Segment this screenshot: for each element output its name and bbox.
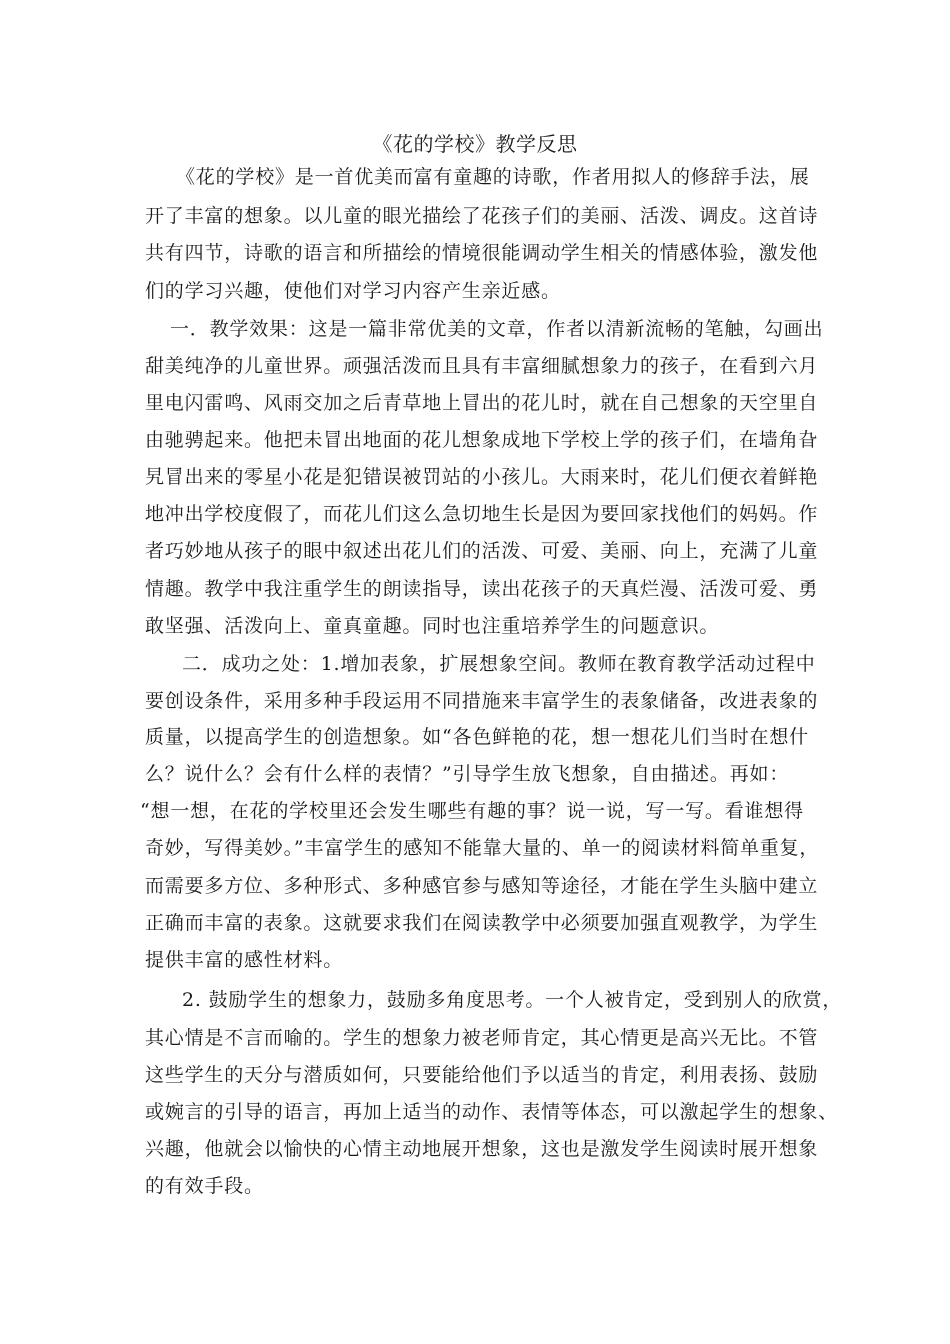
paragraph-line: 要创设条件，采用多种手段运用不同措施来丰富学生的表象储备，改进表象的 <box>145 690 819 712</box>
paragraph-line: 情趣。教学中我注重学生的朗读指导，读出花孩子的天真烂漫、活泼可爱、勇 <box>145 578 819 600</box>
paragraph-line: 正确而丰富的表象。这就要求我们在阅读教学中必须要加强直观教学，为学生 <box>145 912 819 934</box>
paragraph-line: 么？说什么？会有什么样的表情？”引导学生放飞想象，自由描述。再如： <box>145 763 790 785</box>
paragraph-line: 2. 鼓励学生的想象力，鼓励多角度思考。一个人被肯定，受到别人的欣赏， <box>182 989 843 1011</box>
paragraph-line: 其心情是不言而喻的。学生的想象力被老师肯定，其心情更是高兴无比。不管 <box>145 1027 819 1049</box>
paragraph-line: 开了丰富的想象。以儿童的眼光描绘了花孩子们的美丽、活泼、调皮。这首诗 <box>145 205 819 227</box>
paragraph-line: 或婉言的引导的语言，再加上适当的动作、表情等体态，可以激起学生的想象、 <box>145 1101 839 1123</box>
paragraph-line: 由驰骋起来。他把未冒出地面的花儿想象成地下学校上学的孩子们，在墙角旮 <box>145 429 819 451</box>
paragraph-line: 者巧妙地从孩子的眼中叙述出花儿们的活泼、可爱、美丽、向上，充满了儿童 <box>145 540 819 562</box>
paragraph-line: 甜美纯净的儿童世界。顽强活泼而且具有丰富细腻想象力的孩子，在看到六月 <box>145 355 819 377</box>
paragraph-line: 里电闪雷鸣、风雨交加之后青草地上冒出的花儿时，就在自己想象的天空里自 <box>145 392 819 414</box>
paragraph-line: 兴趣，他就会以愉快的心情主动地展开想象，这也是激发学生阅读时展开想象 <box>145 1138 819 1160</box>
paragraph-line: 二．成功之处：1.增加表象，扩展想象空间。教师在教育教学活动过程中 <box>182 653 816 675</box>
paragraph-line: 一．教学效果：这是一篇非常优美的文章，作者以清新流畅的笔触，勾画出 <box>170 318 824 340</box>
document-title: 《花的学校》教学反思 <box>372 132 578 156</box>
paragraph-line: “想一想，在花的学校里还会发生哪些有趣的事？说一说，写一写。看谁想得 <box>140 800 804 822</box>
paragraph-line: 地冲出学校度假了，而花儿们这么急切地生长是因为要回家找他们的妈妈。作 <box>145 503 819 525</box>
paragraph-line: 质量，以提高学生的创造想象。如“各色鲜艳的花，想一想花儿们当时在想什 <box>145 726 809 748</box>
paragraph-line: 提供丰富的感性材料。 <box>145 949 344 971</box>
paragraph-line: 这些学生的天分与潜质如何，只要能给他们予以适当的肯定，利用表扬、鼓励 <box>145 1064 819 1086</box>
paragraph-line: 敢坚强、活泼向上、童真童趣。同时也注重培养学生的问题意识。 <box>145 615 720 637</box>
paragraph-line: 旯冒出来的零星小花是犯错误被罚站的小孩儿。大雨来时，花儿们便衣着鲜艳 <box>145 466 819 488</box>
paragraph-line: 奇妙，写得美妙。”丰富学生的感知不能靠大量的、单一的阅读材料简单重复， <box>145 837 820 859</box>
paragraph-line: 共有四节，诗歌的语言和所描绘的情境很能调动学生相关的情感体验，激发他 <box>145 242 819 264</box>
paragraph-line: 而需要多方位、多种形式、多种感官参与感知等途径，才能在学生头脑中建立 <box>145 875 819 897</box>
paragraph-line: 《花的学校》是一首优美而富有童趣的诗歌，作者用拟人的修辞手法，展 <box>176 166 810 188</box>
paragraph-line: 的有效手段。 <box>145 1175 264 1197</box>
paragraph-line: 们的学习兴趣，使他们对学习内容产生亲近感。 <box>145 280 561 302</box>
